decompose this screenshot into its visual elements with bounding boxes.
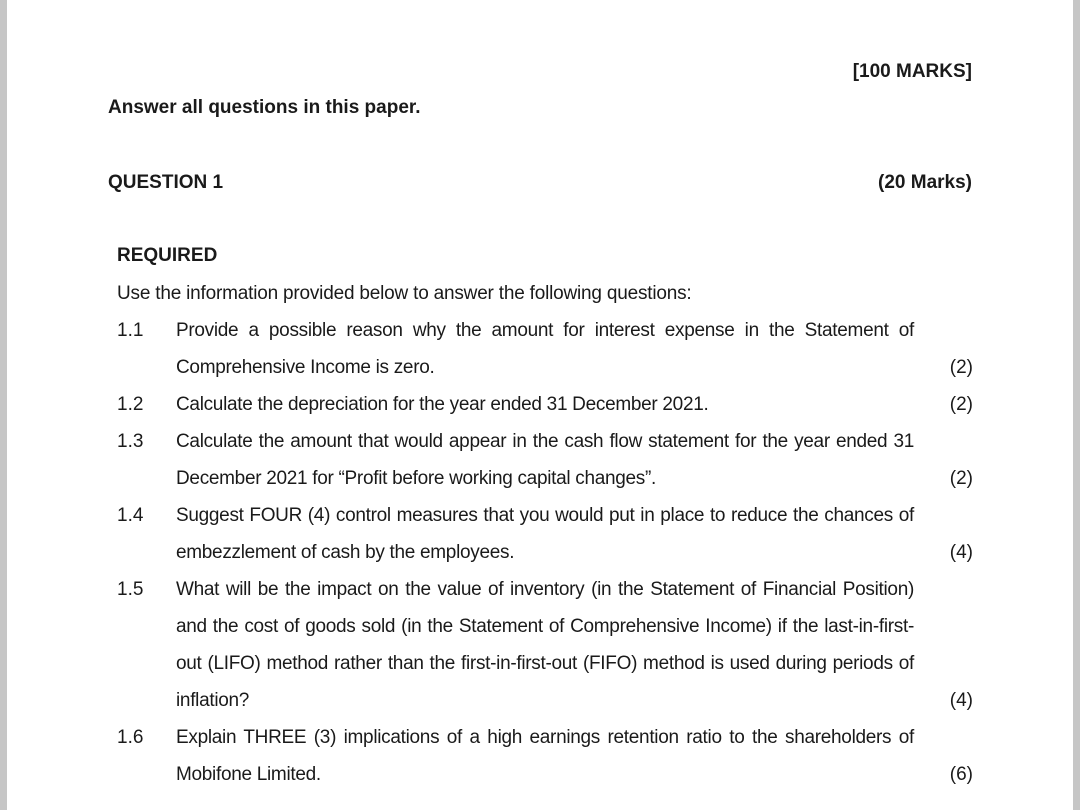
item-number: 1.5 <box>117 579 144 600</box>
item-text: Calculate the amount that would appear in the cash flow statement for the year ended 31 December 2021 for “Profit before working capital changes”. <box>176 431 914 489</box>
item-number: 1.2 <box>117 394 144 415</box>
question-marks: (20 Marks) <box>878 172 972 193</box>
question-item <box>117 497 973 571</box>
item-text: Provide a possible reason why the amount for interest expense in the Statement of Comprehensive Income is zero. <box>176 320 914 378</box>
question-items <box>117 312 973 793</box>
item-marks: (6) <box>949 764 973 785</box>
document-page <box>7 0 1073 810</box>
item-marks: (2) <box>949 357 973 378</box>
item-marks: (2) <box>949 394 973 415</box>
question-item <box>117 571 973 719</box>
item-text: What will be the impact on the value of inventory (in the Statement of Financial Position) and the cost of goods sold (in the Statement of Comprehensive Income) if the last-in-first-out (LIFO) method rather than the first-in-first-out (FIFO) method is used during periods of inflation? <box>176 579 914 711</box>
item-marks: (4) <box>949 542 973 563</box>
question-item <box>117 719 973 793</box>
question-heading: QUESTION 1 <box>108 172 224 193</box>
item-number: 1.3 <box>117 431 144 452</box>
item-marks: (2) <box>949 468 973 489</box>
item-number: 1.1 <box>117 320 144 341</box>
question-item <box>117 423 973 497</box>
total-marks: [100 MARKS] <box>852 61 972 82</box>
question-item <box>117 386 973 423</box>
item-number: 1.6 <box>117 727 144 748</box>
question-item <box>117 312 973 386</box>
item-marks: (4) <box>949 690 973 711</box>
item-text: Explain THREE (3) implications of a high earnings retention ratio to the shareholders of Mobifone Limited. <box>176 727 914 785</box>
item-text: Suggest FOUR (4) control measures that you would put in place to reduce the chances of embezzlement of cash by the employees. <box>176 505 914 563</box>
paper-instruction: Answer all questions in this paper. <box>108 97 421 118</box>
item-number: 1.4 <box>117 505 144 526</box>
item-text: Calculate the depreciation for the year ended 31 December 2021. <box>176 394 709 415</box>
question-intro: Use the information provided below to answer the following questions: <box>117 283 692 304</box>
required-heading: REQUIRED <box>117 245 218 266</box>
